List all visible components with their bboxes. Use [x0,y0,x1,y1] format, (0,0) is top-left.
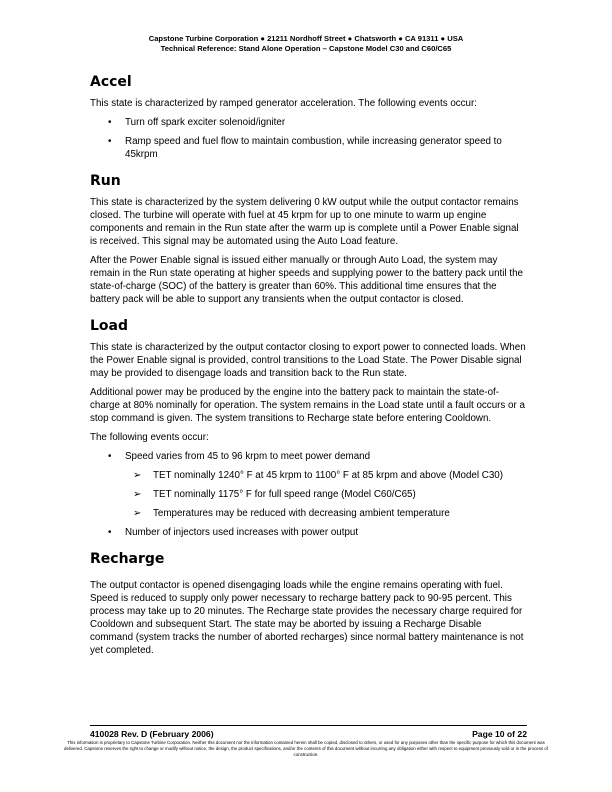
run-heading: Run [90,173,121,189]
page-footer [90,725,527,740]
list-item [90,116,527,129]
run-paragraph-1: This state is characterized by the system delivering 0 kW output while the output contactor remains closed. The turbine will operate with fuel at 45 krpm for up to one minute to warm up engine components and remain in the Run state after the warm up is complete until a Power Enable signal is received. This signal may be automated using the Auto Load feature. [90,197,519,247]
list-item [90,526,527,539]
run-paragraph-2: After the Power Enable signal is issued either manually or through Auto Load, the system may remain in the Run state operating at higher speeds and supplying power to the battery pack until the state-of-charge (SOC) of the battery is greater than 60%. This additional time ensures that the battery pack will be able to support any transients when the output contactor is closed. [90,255,523,305]
load-bullet-list [90,450,527,539]
document-id: 410028 Rev. D (February 2006) [90,729,214,739]
page-header [0,34,612,54]
accel-bullet-list [90,116,527,161]
recharge-heading: Recharge [90,551,165,567]
bullet-icon: • [108,451,112,462]
accel-section [90,72,527,161]
page-number: Page 10 of 22 [472,729,527,739]
sub-list-item-text: TET nominally 1175° F for full speed range (Model C60/C65) [153,489,416,500]
load-section [90,316,527,539]
sub-list-item-text: Temperatures may be reduced with decreasing ambient temperature [153,508,450,519]
header-title: Technical Reference: Stand Alone Operation – Capstone Model C30 and C60/C65 [160,44,452,53]
accel-intro: This state is characterized by ramped generator acceleration. The following events occur: [90,98,477,109]
sub-list-item-text: TET nominally 1240° F at 45 krpm to 1100° F at 85 krpm and above (Model C30) [153,470,503,481]
arrow-bullet-icon: ➢ [133,470,142,481]
arrow-bullet-icon: ➢ [133,508,142,519]
bullet-icon: • [108,527,112,538]
sub-list-item [90,507,527,520]
list-item [90,135,527,161]
header-address: Capstone Turbine Corporation ● 21211 Nordhoff Street ● Chatsworth ● CA 91311 ● USA [148,34,464,43]
load-events-intro: The following events occur: [90,432,209,443]
recharge-paragraph: The output contactor is opened disengaging loads while the engine remains operating with fuel. Speed is reduced to supply only power necessary to recharge battery pack to 90-95 percent. This process may take up to 20 minutes. The Recharge state provides the necessary charge required for Cooldown and subsequent Start. The state may be aborted by issuing a Recharge Disable command (system tracks the number of aborted recharges) since normal battery maintenance is not yet completed. [90,580,524,656]
arrow-bullet-icon: ➢ [133,489,142,500]
main-content [90,72,527,667]
list-item-text: Turn off spark exciter solenoid/igniter [125,117,286,128]
load-sub-bullet-list [125,469,527,520]
footer-row [90,729,527,740]
accel-heading: Accel [90,74,132,90]
list-item-text: Speed varies from 45 to 96 krpm to meet power demand [125,451,371,462]
run-section [90,171,527,306]
recharge-section [90,549,527,657]
bullet-icon: • [108,117,112,128]
load-heading: Load [90,318,129,334]
legal-notice: This information is proprietary to Capstone Turbine Corporation. Neither this document nor the information contained herein shall be copied, disclosed to others, or used for any purposes other than the specific purpose for which this document was delivered. Capstone reserves the right to change or modify without notice, the design, the product specifications, and/or the contents of this document without incurring any obligation either with respect to equipment previously sold or in the process of construction. [64,740,548,758]
load-paragraph-2: Additional power may be produced by the engine into the battery pack to maintain the state-of-charge at 80% nominally for operation. The system remains in the Load state until a fault occurs or a stop command is given. The system transitions to Recharge state before entering Cooldown. [90,387,525,424]
sub-list-item [90,469,527,482]
list-item-text: Ramp speed and fuel flow to maintain combustion, while increasing generator speed to 45krpm [125,136,502,160]
load-paragraph-1: This state is characterized by the output contactor closing to export power to connected loads. When the Power Enable signal is provided, control transitions to the Load State. The Power Disable signal may be provided to disengage loads and transition back to the Run state. [90,342,526,379]
footer-divider [90,725,527,726]
list-item-text: Number of injectors used increases with power output [125,527,359,538]
list-item [90,450,527,520]
bullet-icon: • [108,136,112,147]
sub-list-item [90,488,527,501]
